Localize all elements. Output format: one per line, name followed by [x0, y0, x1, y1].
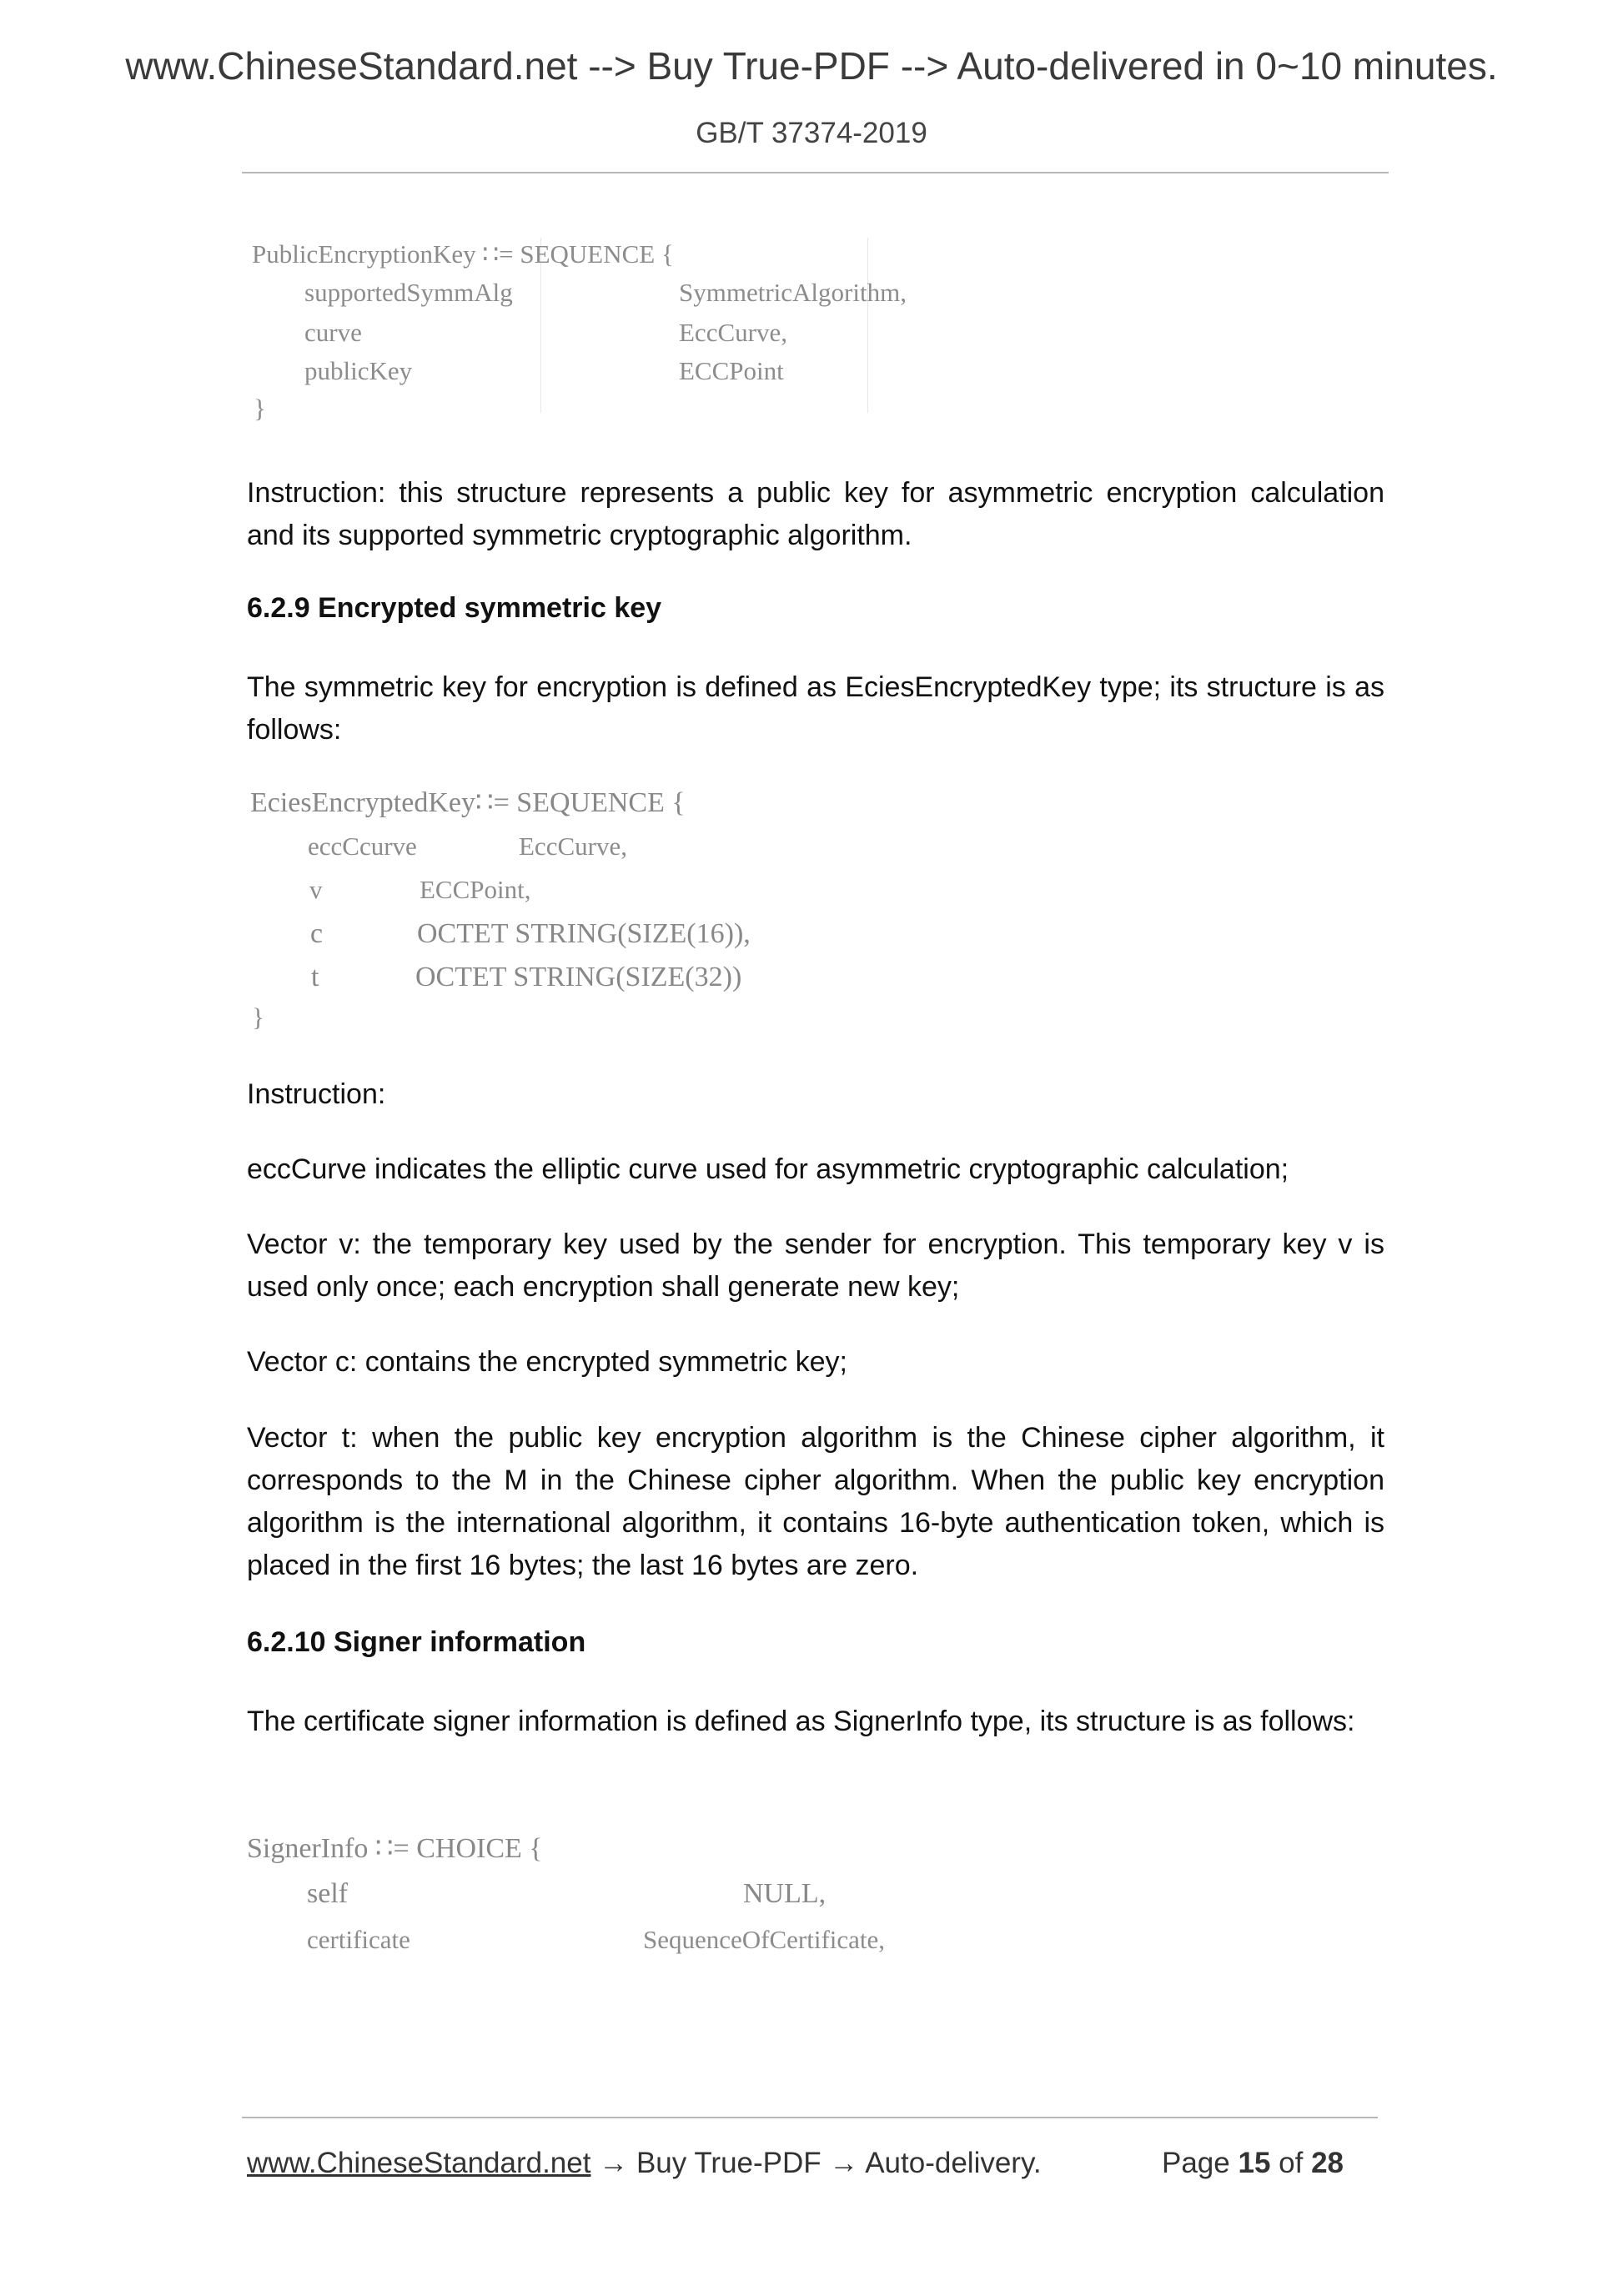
code-field-name: supportedSymmAlg [304, 278, 513, 307]
footer-buy-label: Buy True-PDF [636, 2147, 822, 2179]
code-field-type: OCTET STRING(SIZE(16)), [417, 918, 751, 949]
code-grid-line [867, 238, 868, 413]
code-field-type: OCTET STRING(SIZE(32)) [415, 962, 742, 992]
footer-left [247, 2147, 1042, 2180]
code-field-type: ECCPoint, [420, 875, 531, 904]
code-field-type: SymmetricAlgorithm, [679, 278, 907, 307]
footer-auto-delivery: Auto-delivery. [865, 2147, 1042, 2179]
paragraph-vector-v: Vector v: the temporary key used by the sender for encryption. This temporary key v is used only once; each encryption shall generate new key; [247, 1228, 1384, 1303]
code-field-name: c [310, 918, 324, 949]
instruction-label: Instruction: [247, 1078, 386, 1110]
code-close-brace: } [252, 1002, 264, 1032]
code-field-name: v [309, 875, 323, 904]
code-field-name: t [311, 962, 319, 992]
paragraph-vector-c: Vector c: contains the encrypted symmetric key; [247, 1346, 847, 1378]
paragraph-ecc-curve: eccCurve indicates the elliptic curve used for asymmetric cryptographic calculation; [247, 1153, 1289, 1185]
current-page-number: 15 [1238, 2147, 1271, 2179]
code-field-name: eccCcurve [308, 831, 417, 861]
of-label: of [1279, 2147, 1304, 2179]
code-field-name: curve [304, 318, 362, 347]
header-divider [242, 172, 1389, 173]
page-label: Page [1162, 2147, 1230, 2179]
code-public-encryption-key-title: PublicEncryptionKey ∷= SEQUENCE { [252, 239, 674, 269]
page-indicator [1162, 2147, 1344, 2180]
document-code: GB/T 37374-2019 [696, 117, 927, 149]
paragraph-public-key-instruction: Instruction: this structure represents a public key for asymmetric encryption calculation and its supported symmetric cryptographic algorithm. [247, 477, 1384, 551]
code-signer-info-title: SignerInfo ∷= CHOICE { [247, 1833, 543, 1864]
code-field-type: EccCurve, [679, 318, 787, 347]
footer-divider [242, 2117, 1378, 2118]
arrow-right-icon: → [829, 2147, 859, 2179]
total-pages-number: 28 [1311, 2147, 1344, 2179]
code-field-name: certificate [307, 1925, 410, 1954]
code-ecies-encrypted-key-title: EciesEncryptedKey∷= SEQUENCE { [250, 787, 686, 818]
footer-website-link[interactable]: www.ChineseStandard.net [247, 2147, 591, 2179]
section-heading-signer-information: 6.2.10 Signer information [247, 1626, 586, 1658]
arrow-right-icon: → [599, 2147, 629, 2179]
paragraph-signer-info-definition: The certificate signer information is defined as SignerInfo type, its structure is as follows: [247, 1706, 1355, 1737]
paragraph-symmetric-key-definition: The symmetric key for encryption is defined as EciesEncryptedKey type; its structure is as follows: [247, 671, 1384, 746]
section-heading-encrypted-symmetric-key: 6.2.9 Encrypted symmetric key [247, 592, 662, 624]
code-field-type: EccCurve, [519, 831, 627, 861]
code-close-brace: } [254, 394, 266, 423]
code-field-name: publicKey [304, 356, 413, 385]
paragraph-vector-t: Vector t: when the public key encryption algorithm is the Chinese cipher algorithm, it corresponds to the M in the Chinese cipher algorithm. When the public key encryption algorithm is the international algorithm, it contains 16-byte authentication token, which is placed in the first 16 bytes; the last 16 bytes are zero. [247, 1422, 1384, 1581]
code-field-type: SequenceOfCertificate, [643, 1925, 886, 1954]
code-field-name: self [307, 1878, 349, 1909]
code-field-type: ECCPoint [679, 356, 784, 385]
top-banner[interactable]: www.ChineseStandard.net --> Buy True-PDF --> Auto-delivered in 0~10 minutes. [125, 44, 1498, 88]
code-field-type: NULL, [743, 1878, 827, 1909]
